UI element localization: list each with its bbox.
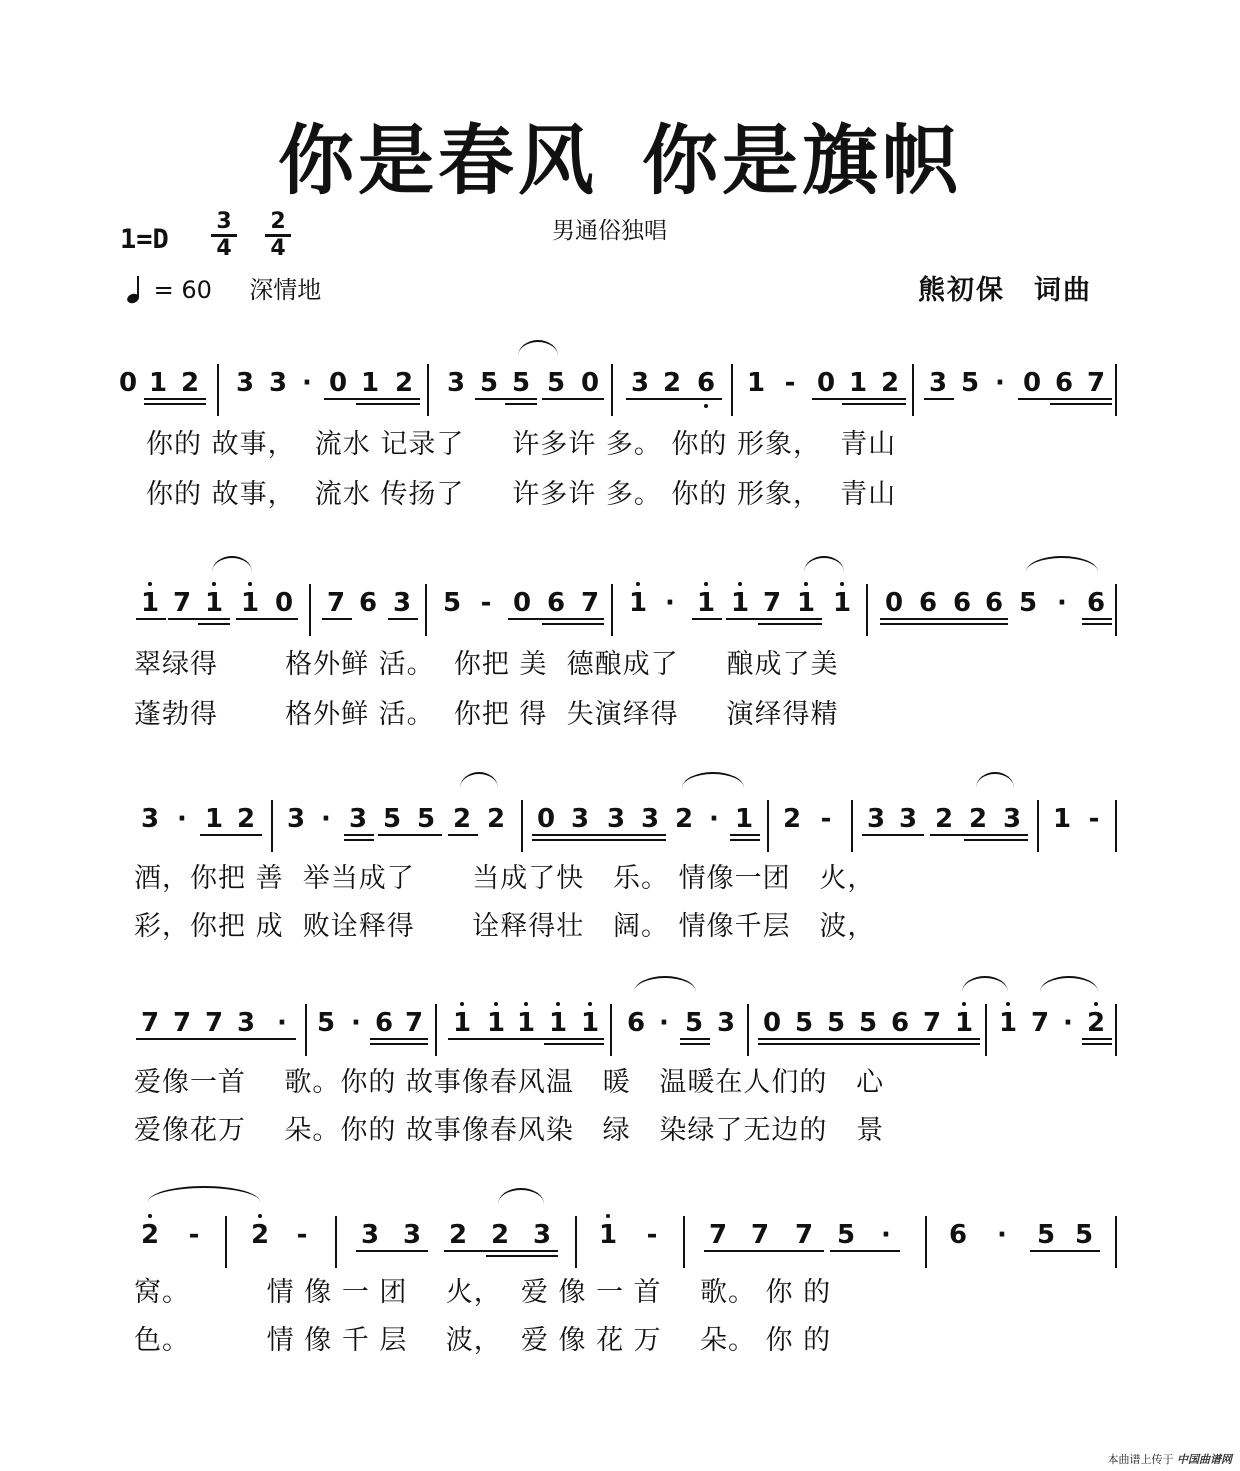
beam bbox=[444, 1250, 558, 1252]
time-sig-den: 4 bbox=[216, 236, 232, 261]
barline bbox=[747, 1004, 749, 1056]
title-part-2: 你是旗帜 bbox=[642, 116, 962, 205]
barline bbox=[1037, 800, 1039, 852]
note: 2 bbox=[880, 368, 900, 398]
time-sig-num: 2 bbox=[270, 209, 286, 234]
barline bbox=[912, 364, 914, 416]
time-signature-3-4 bbox=[210, 209, 238, 261]
beam bbox=[758, 1043, 980, 1045]
beam bbox=[1082, 618, 1112, 620]
note: 2 bbox=[486, 804, 506, 834]
beam bbox=[880, 623, 1008, 625]
note: 3 bbox=[570, 804, 590, 834]
beam bbox=[730, 834, 760, 836]
octave-dot-above bbox=[738, 582, 742, 586]
barline bbox=[435, 1004, 437, 1056]
beam bbox=[144, 403, 206, 405]
title-part-1: 你是春风 bbox=[278, 116, 598, 205]
barline bbox=[866, 584, 868, 636]
note: 1 bbox=[696, 588, 716, 618]
note: 0 bbox=[1022, 368, 1042, 398]
score-system-2 bbox=[0, 588, 1240, 730]
octave-dot-above bbox=[556, 1002, 560, 1006]
note: 7 bbox=[922, 1008, 942, 1038]
note: - bbox=[188, 1220, 200, 1250]
beam bbox=[448, 834, 478, 836]
note: · bbox=[659, 1008, 669, 1038]
note: 1 bbox=[452, 1008, 472, 1038]
beam bbox=[486, 1255, 558, 1257]
beam bbox=[726, 618, 822, 620]
octave-dot-above bbox=[704, 582, 708, 586]
note: 5 bbox=[316, 1008, 336, 1038]
barline bbox=[985, 1004, 987, 1056]
beam bbox=[704, 1250, 824, 1252]
note: 0 bbox=[816, 368, 836, 398]
note: 1 bbox=[730, 588, 750, 618]
note: 3 bbox=[866, 804, 886, 834]
tempo-value: = 60 bbox=[153, 276, 212, 304]
note: 2 bbox=[1086, 1008, 1106, 1038]
key-signature: 1=D bbox=[120, 224, 169, 255]
beam bbox=[842, 403, 906, 405]
quarter-note-icon bbox=[126, 276, 146, 304]
note: 5 bbox=[794, 1008, 814, 1038]
octave-dot-above bbox=[460, 1002, 464, 1006]
note: - bbox=[296, 1220, 308, 1250]
beam bbox=[1050, 403, 1112, 405]
score-system-5 bbox=[0, 1220, 1240, 1356]
note: 2 bbox=[662, 368, 682, 398]
note: 3 bbox=[348, 804, 368, 834]
note: 2 bbox=[394, 368, 414, 398]
note: 0 bbox=[536, 804, 556, 834]
lyrics-verse-2: 彩，你把 成 败诠释得 诠释得壮 阔。 情像千层 波， bbox=[134, 911, 876, 942]
octave-dot-above bbox=[148, 582, 152, 586]
note: 1 bbox=[548, 1008, 568, 1038]
note: 3 bbox=[236, 1008, 256, 1038]
beam bbox=[136, 618, 166, 620]
lyrics-verse-1: 窝。 情 像 一 团 火， 爱 像 一 首 歌。 你 的 bbox=[134, 1277, 832, 1308]
note: 6 bbox=[626, 1008, 646, 1038]
note: 5 bbox=[1036, 1220, 1056, 1250]
note: 2 bbox=[968, 804, 988, 834]
barline bbox=[1115, 584, 1117, 636]
beam bbox=[930, 834, 1028, 836]
octave-dot-above bbox=[248, 582, 252, 586]
lyrics-verse-1: 爱像一首 歌。你的 故事像春风温 暖 温暖在人们的 心 bbox=[134, 1067, 885, 1098]
note: 5 bbox=[826, 1008, 846, 1038]
note: 6 bbox=[984, 588, 1004, 618]
beam bbox=[880, 618, 1008, 620]
slur bbox=[976, 772, 1014, 788]
lyrics-verse-1: 翠绿得 格外鲜 活。 你把 美 德酿成了 酿成了美 bbox=[134, 649, 839, 680]
note: 1 bbox=[140, 588, 160, 618]
note: 1 bbox=[204, 588, 224, 618]
barline bbox=[521, 800, 523, 852]
beam bbox=[1082, 1043, 1112, 1045]
beam bbox=[680, 1043, 710, 1045]
lyrics-verse-1: 你的 故事， 流水 记录了 许多许 多。 你的 形象， 青山 bbox=[146, 429, 897, 460]
beam bbox=[448, 1038, 512, 1040]
note: 2 bbox=[934, 804, 954, 834]
note: 6 bbox=[546, 588, 566, 618]
barline bbox=[271, 800, 273, 852]
slur bbox=[1040, 976, 1098, 992]
lyrics-verse-2: 你的 故事， 流水 传扬了 许多许 多。 你的 形象， 青山 bbox=[146, 479, 897, 510]
note: 5 bbox=[836, 1220, 856, 1250]
beam bbox=[322, 618, 352, 620]
note: 1 bbox=[848, 368, 868, 398]
barline bbox=[851, 800, 853, 852]
note: 2 bbox=[674, 804, 694, 834]
note: 7 bbox=[1030, 1008, 1050, 1038]
beam bbox=[1082, 623, 1112, 625]
beam bbox=[680, 1038, 710, 1040]
note: 1 bbox=[1052, 804, 1072, 834]
slur bbox=[962, 976, 1008, 992]
note: 5 bbox=[416, 804, 436, 834]
barline bbox=[427, 364, 429, 416]
beam bbox=[1082, 1038, 1112, 1040]
beam bbox=[964, 839, 1028, 841]
note: 7 bbox=[580, 588, 600, 618]
octave-dot-above bbox=[148, 1214, 152, 1218]
beam bbox=[532, 834, 666, 836]
barline bbox=[683, 1216, 685, 1268]
octave-dot-above bbox=[1094, 1002, 1098, 1006]
beam bbox=[692, 618, 722, 620]
site-logo: 中国曲谱网 bbox=[1177, 1453, 1232, 1466]
slur bbox=[460, 772, 498, 788]
score-system-1 bbox=[0, 368, 1240, 510]
time-sig-num: 3 bbox=[216, 209, 232, 234]
note: 6 bbox=[696, 368, 716, 398]
note: 3 bbox=[446, 368, 466, 398]
note: 2 bbox=[452, 804, 472, 834]
octave-dot-above bbox=[524, 1002, 528, 1006]
note: - bbox=[480, 588, 492, 618]
footer-text: 本曲谱上传于 bbox=[1107, 1453, 1174, 1466]
slur bbox=[212, 556, 252, 572]
note: 7 bbox=[1086, 368, 1106, 398]
note: 7 bbox=[172, 588, 192, 618]
beam bbox=[505, 403, 537, 405]
note: 7 bbox=[326, 588, 346, 618]
note: 3 bbox=[928, 368, 948, 398]
octave-dot-above bbox=[962, 1002, 966, 1006]
note: 3 bbox=[402, 1220, 422, 1250]
beam bbox=[1018, 398, 1112, 400]
note: 0 bbox=[884, 588, 904, 618]
octave-dot-above bbox=[212, 582, 216, 586]
note: 0 bbox=[118, 368, 138, 398]
beam bbox=[924, 398, 954, 400]
note: · bbox=[1057, 588, 1067, 618]
note: 3 bbox=[360, 1220, 380, 1250]
octave-dot-below bbox=[704, 404, 708, 408]
beam bbox=[862, 834, 924, 836]
note: 2 bbox=[448, 1220, 468, 1250]
tempo-marking bbox=[126, 270, 321, 305]
note: 1 bbox=[628, 588, 648, 618]
note: 2 bbox=[782, 804, 802, 834]
note: 5 bbox=[546, 368, 566, 398]
note: 3 bbox=[898, 804, 918, 834]
beam bbox=[168, 618, 230, 620]
beam bbox=[232, 1038, 296, 1040]
note: · bbox=[995, 368, 1005, 398]
note: · bbox=[321, 804, 331, 834]
expression-marking: 深情地 bbox=[249, 276, 322, 304]
lyrics-verse-1: 酒，你把 善 举当成了 当成了快 乐。 情像一团 火， bbox=[134, 863, 876, 894]
beam bbox=[544, 1043, 604, 1045]
note: · bbox=[1063, 1008, 1073, 1038]
note: 6 bbox=[1054, 368, 1074, 398]
barline bbox=[611, 584, 613, 636]
note: 1 bbox=[240, 588, 260, 618]
note: 5 bbox=[479, 368, 499, 398]
note: 1 bbox=[580, 1008, 600, 1038]
note: 2 bbox=[236, 804, 256, 834]
beam bbox=[542, 398, 604, 400]
note: 1 bbox=[954, 1008, 974, 1038]
note: 1 bbox=[832, 588, 852, 618]
note: 3 bbox=[268, 368, 288, 398]
beam bbox=[200, 834, 262, 836]
note: 2 bbox=[140, 1220, 160, 1250]
note: 5 bbox=[858, 1008, 878, 1038]
beam bbox=[344, 839, 374, 841]
note: 6 bbox=[948, 1220, 968, 1250]
note: - bbox=[1088, 804, 1100, 834]
beam bbox=[324, 398, 420, 400]
barline bbox=[575, 1216, 577, 1268]
beam bbox=[1030, 1250, 1100, 1252]
note: 3 bbox=[235, 368, 255, 398]
slur bbox=[148, 1186, 260, 1202]
note: 0 bbox=[762, 1008, 782, 1038]
note: 6 bbox=[374, 1008, 394, 1038]
note: 0 bbox=[580, 368, 600, 398]
octave-dot-above bbox=[804, 582, 808, 586]
score-system-4 bbox=[0, 1008, 1240, 1146]
note: 7 bbox=[140, 1008, 160, 1038]
note: · bbox=[709, 804, 719, 834]
beam bbox=[356, 1250, 428, 1252]
beam bbox=[730, 839, 760, 841]
note: 6 bbox=[890, 1008, 910, 1038]
note: 0 bbox=[512, 588, 532, 618]
beam bbox=[378, 834, 442, 836]
barline bbox=[305, 1004, 307, 1056]
subtitle: 男通俗独唱 bbox=[552, 218, 667, 244]
beam bbox=[475, 398, 537, 400]
note: 5 bbox=[960, 368, 980, 398]
note: 6 bbox=[952, 588, 972, 618]
slur bbox=[634, 976, 696, 992]
octave-dot-above bbox=[588, 1002, 592, 1006]
time-sig-den: 4 bbox=[270, 236, 286, 261]
beam bbox=[758, 623, 822, 625]
note: 1 bbox=[360, 368, 380, 398]
slur bbox=[518, 340, 558, 356]
barline bbox=[611, 364, 613, 416]
note: 1 bbox=[516, 1008, 536, 1038]
note: 3 bbox=[286, 804, 306, 834]
octave-dot-above bbox=[606, 1214, 610, 1218]
beam bbox=[136, 1038, 232, 1040]
note: 5 bbox=[382, 804, 402, 834]
note: 0 bbox=[328, 368, 348, 398]
composer: 熊初保 词曲 bbox=[918, 275, 1092, 306]
note: 6 bbox=[358, 588, 378, 618]
note: · bbox=[665, 588, 675, 618]
octave-dot-above bbox=[1006, 1002, 1010, 1006]
beam bbox=[512, 1038, 604, 1040]
beam bbox=[236, 618, 298, 620]
beam bbox=[508, 618, 604, 620]
beam bbox=[198, 623, 230, 625]
lyrics-verse-2: 蓬勃得 格外鲜 活。 你把 得 失演绎得 演绎得精 bbox=[134, 699, 839, 730]
note: 3 bbox=[392, 588, 412, 618]
note: 3 bbox=[532, 1220, 552, 1250]
barline bbox=[335, 1216, 337, 1268]
slur bbox=[682, 772, 744, 788]
note: 2 bbox=[180, 368, 200, 398]
note: 1 bbox=[598, 1220, 618, 1250]
slur bbox=[804, 556, 844, 572]
note: 1 bbox=[486, 1008, 506, 1038]
barline bbox=[225, 1216, 227, 1268]
beam bbox=[812, 398, 906, 400]
barline bbox=[309, 584, 311, 636]
note: - bbox=[784, 368, 796, 398]
beam bbox=[344, 834, 374, 836]
beam bbox=[758, 1038, 980, 1040]
beam bbox=[626, 398, 722, 400]
beam bbox=[388, 618, 418, 620]
note: · bbox=[881, 1220, 891, 1250]
note: 1 bbox=[204, 804, 224, 834]
octave-dot-above bbox=[636, 582, 640, 586]
barline bbox=[925, 1216, 927, 1268]
note: 7 bbox=[708, 1220, 728, 1250]
note: 7 bbox=[172, 1008, 192, 1038]
beam bbox=[356, 403, 420, 405]
note: 1 bbox=[734, 804, 754, 834]
octave-dot-above bbox=[840, 582, 844, 586]
note: 7 bbox=[794, 1220, 814, 1250]
note: 1 bbox=[746, 368, 766, 398]
note: 6 bbox=[918, 588, 938, 618]
note: - bbox=[820, 804, 832, 834]
note: 2 bbox=[250, 1220, 270, 1250]
song-title bbox=[0, 100, 1240, 209]
note: 7 bbox=[762, 588, 782, 618]
slur bbox=[498, 1188, 544, 1204]
slur bbox=[1026, 556, 1098, 572]
barline bbox=[610, 1004, 612, 1056]
note: 1 bbox=[148, 368, 168, 398]
note: · bbox=[997, 1220, 1007, 1250]
footer-credit bbox=[1108, 1451, 1233, 1467]
beam bbox=[830, 1250, 900, 1252]
note: 3 bbox=[640, 804, 660, 834]
note: 3 bbox=[630, 368, 650, 398]
beam bbox=[542, 623, 604, 625]
barline bbox=[767, 800, 769, 852]
barline bbox=[1115, 800, 1117, 852]
note: 5 bbox=[1018, 588, 1038, 618]
score-system-3 bbox=[0, 804, 1240, 942]
note: 3 bbox=[716, 1008, 736, 1038]
beam bbox=[370, 1043, 428, 1045]
octave-dot-above bbox=[494, 1002, 498, 1006]
note: 1 bbox=[796, 588, 816, 618]
note: 0 bbox=[274, 588, 294, 618]
note: 7 bbox=[750, 1220, 770, 1250]
note: 3 bbox=[1002, 804, 1022, 834]
lyrics-verse-2: 色。 情 像 千 层 波， 爱 像 花 万 朵。 你 的 bbox=[134, 1325, 832, 1356]
note: 5 bbox=[511, 368, 531, 398]
note: 7 bbox=[204, 1008, 224, 1038]
lyrics-verse-2: 爱像花万 朵。你的 故事像春风染 绿 染绿了无边的 景 bbox=[134, 1115, 885, 1146]
octave-dot-above bbox=[258, 1214, 262, 1218]
note: 5 bbox=[684, 1008, 704, 1038]
barline bbox=[731, 364, 733, 416]
note: · bbox=[351, 1008, 361, 1038]
note: · bbox=[177, 804, 187, 834]
note: 5 bbox=[1074, 1220, 1094, 1250]
note: 3 bbox=[606, 804, 626, 834]
note: 1 bbox=[998, 1008, 1018, 1038]
barline bbox=[1115, 1004, 1117, 1056]
beam bbox=[532, 839, 666, 841]
beam bbox=[144, 398, 206, 400]
barline bbox=[425, 584, 427, 636]
time-signature-2-4 bbox=[264, 209, 292, 261]
barline bbox=[1115, 1216, 1117, 1268]
note: · bbox=[277, 1008, 287, 1038]
note: 5 bbox=[442, 588, 462, 618]
note: · bbox=[302, 368, 312, 398]
note: 6 bbox=[1086, 588, 1106, 618]
beam bbox=[370, 1038, 428, 1040]
note: 7 bbox=[404, 1008, 424, 1038]
note: 3 bbox=[140, 804, 160, 834]
note: 2 bbox=[490, 1220, 510, 1250]
note: - bbox=[646, 1220, 658, 1250]
barline bbox=[217, 364, 219, 416]
barline bbox=[1115, 364, 1117, 416]
